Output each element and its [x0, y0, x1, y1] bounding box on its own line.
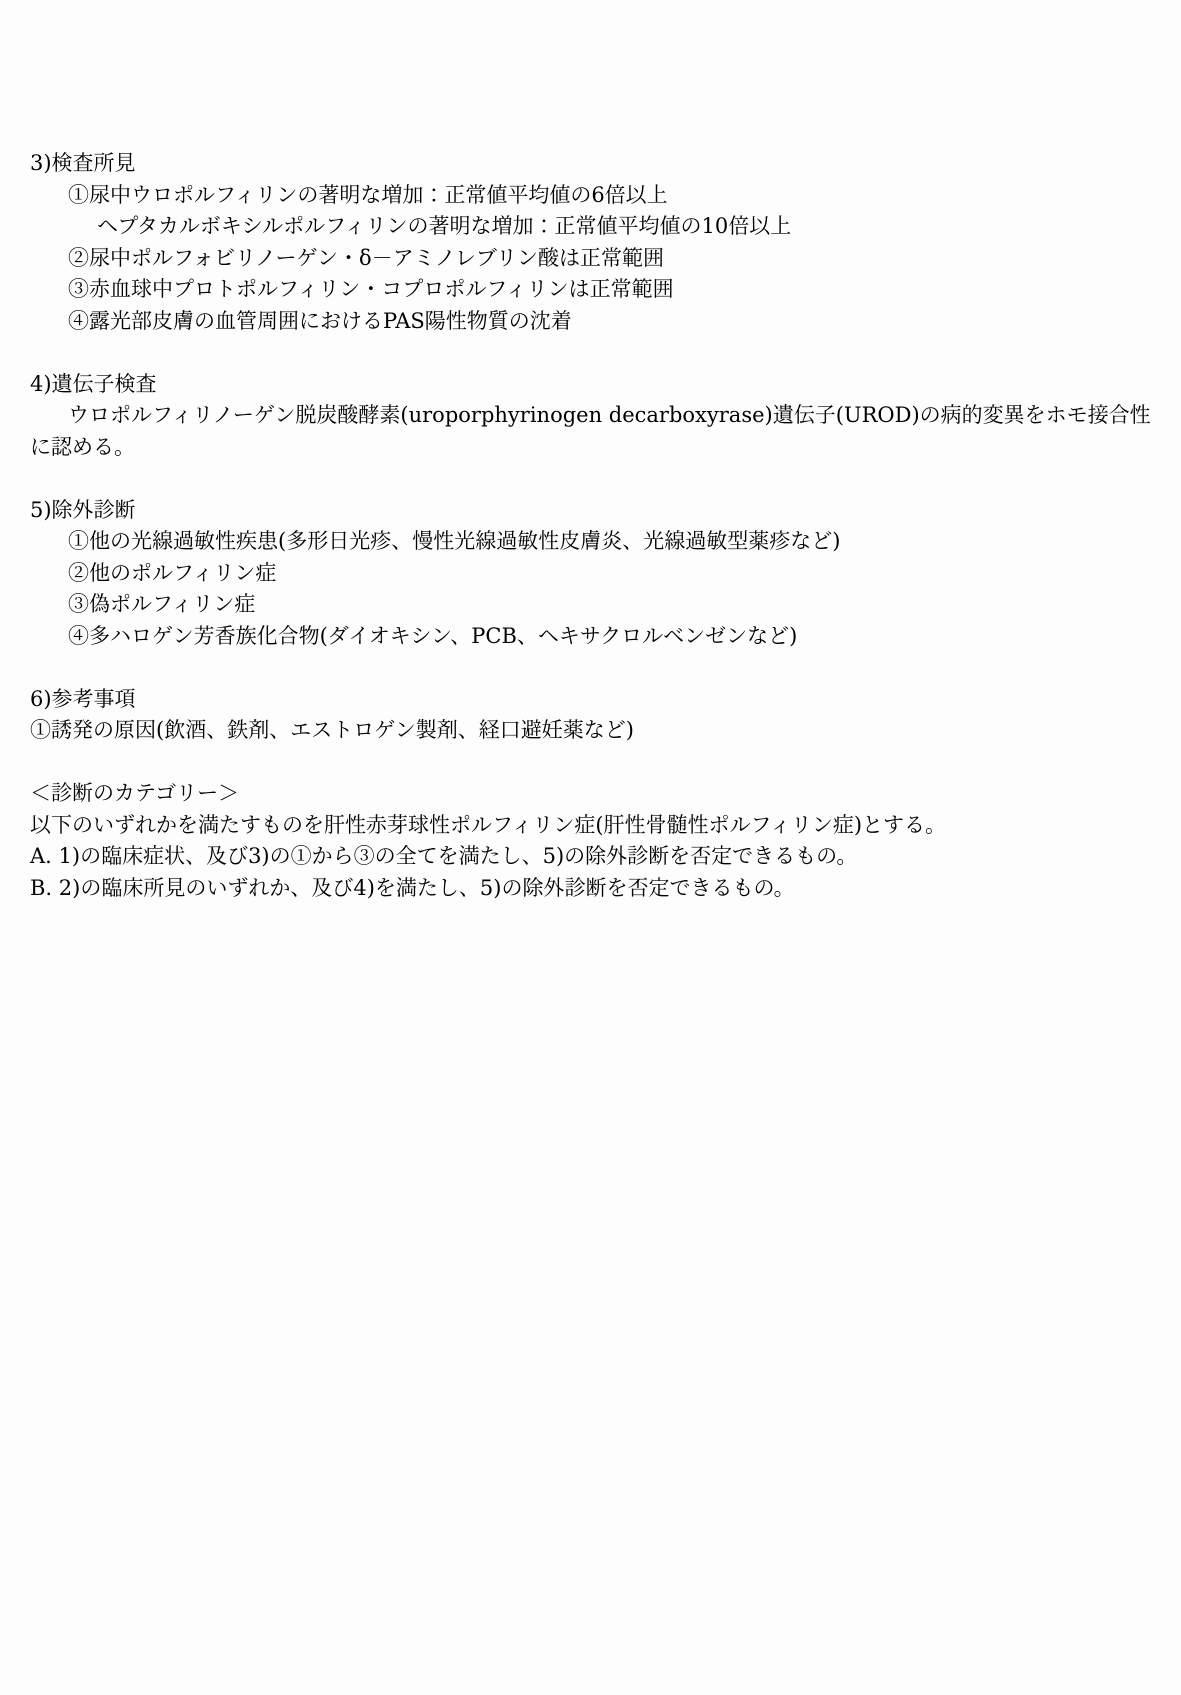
criteria-item: ④露光部皮膚の血管周囲におけるPAS陽性物質の沈着 [68, 308, 572, 333]
criteria-item: ①他の光線過敏性疾患(多形日光疹、慢性光線過敏性皮膚炎、光線過敏型薬疹など) [68, 529, 841, 553]
body-text-continuation: に認める。 [30, 434, 135, 459]
criteria-item: ④多ハロゲン芳香族化合物(ダイオキシン、PCB、ヘキサクロルベンゼンなど) [68, 623, 798, 648]
section-reference-notes [30, 684, 1171, 747]
criteria-item: ②尿中ポルフォビリノーゲン・δ－アミノレブリン酸は正常範囲 [68, 245, 665, 270]
section-heading: 6)参考事項 [30, 686, 136, 711]
criteria-item: ②他のポルフィリン症 [68, 560, 277, 585]
criteria-item: ③赤血球中プロトポルフィリン・コプロポルフィリンは正常範囲 [68, 277, 674, 301]
section-genetic-test [30, 369, 1171, 464]
section-lab-findings [30, 148, 1171, 337]
category-a: A. 1)の臨床症状、及び3)の①から③の全てを満たし、5)の除外診断を否定できるもの。 [30, 844, 858, 868]
category-b: B. 2)の臨床所見のいずれか、及び4)を満たし、5)の除外診断を否定できるもの。 [30, 875, 795, 900]
criteria-item: ①尿中ウロポルフィリンの著明な増加：正常値平均値の6倍以上 [68, 182, 668, 207]
section-heading: 3)検査所見 [30, 151, 136, 175]
criteria-item-continuation: ヘプタカルボキシルポルフィリンの著明な増加：正常値平均値の10倍以上 [97, 214, 792, 238]
body-text: ウロポルフィリノーゲン脱炭酸酵素(uroporphyrinogen decarboxyrase)遺伝子(UROD)の病的変異をホモ接合性 [68, 403, 1151, 427]
section-heading: 5)除外診断 [30, 497, 136, 522]
category-intro: 以下のいずれかを満たすものを肝性赤芽球性ポルフィリン症(肝性骨髄性ポルフィリン症)とする。 [30, 812, 947, 837]
section-exclusion-diagnosis [30, 495, 1171, 653]
section-heading: 4)遺伝子検査 [30, 371, 157, 396]
section-heading: ＜診断のカテゴリー＞ [30, 781, 240, 805]
criteria-item: ①誘発の原因(飲酒、鉄剤、エストロゲン製剤、経口避妊薬など) [30, 718, 634, 742]
criteria-item: ③偽ポルフィリン症 [68, 592, 256, 616]
section-diagnostic-category [30, 778, 1171, 904]
